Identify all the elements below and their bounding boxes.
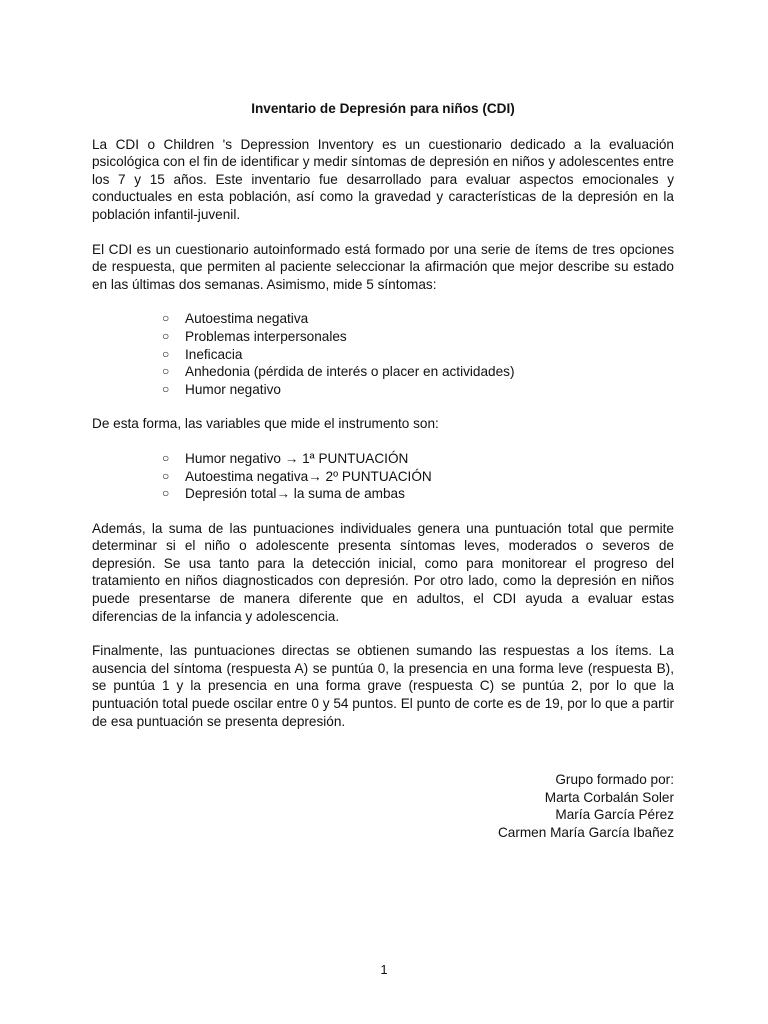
symptom-text: Autoestima negativa xyxy=(185,311,309,327)
symptom-text: Anhedonia (pérdida de interés o placer en actividades) xyxy=(185,364,515,380)
list-item xyxy=(162,328,674,346)
paragraph-description: El CDI es un cuestionario autoinformado está formado por una serie de ítems de tres opciones de respuesta, que permiten al paciente seleccionar la afirmación que mejor describe su estado en las últimas dos semanas. Asimismo, mide 5 síntomas: xyxy=(92,241,674,292)
symptom-text: Problemas interpersonales xyxy=(185,328,347,344)
paragraph-variables-intro: De esta forma, las variables que mide el instrumento son: xyxy=(92,416,439,432)
symptoms-list xyxy=(92,310,674,398)
list-item xyxy=(162,310,674,328)
document-body xyxy=(92,100,674,747)
page-number: 1 xyxy=(380,962,388,977)
signature-heading: Grupo formado por: xyxy=(555,772,674,787)
list-item xyxy=(162,381,674,399)
list-item xyxy=(162,485,674,503)
circle-bullet-icon: ○ xyxy=(162,486,170,501)
signature-member: María García Pérez xyxy=(555,807,674,822)
circle-bullet-icon: ○ xyxy=(162,364,170,379)
variable-text: Humor negativo → 1ª PUNTUACIÓN xyxy=(185,450,409,466)
variable-text: Depresión total→ la suma de ambas xyxy=(185,486,405,502)
paragraph-intro: La CDI o Children 's Depression Inventory es un cuestionario dedicado a la evaluación psicológica con el fin de identificar y medir síntomas de depresión en niños y adolescentes entre los 7 y 15 años. Este inventario fue desarrollado para evaluar aspectos emocionales y conductuales en esta población, así como la gravedad y características de la depresión en la población infantil-juvenil. xyxy=(92,136,674,222)
circle-bullet-icon: ○ xyxy=(162,311,170,326)
list-item xyxy=(162,450,674,468)
circle-bullet-icon: ○ xyxy=(162,381,170,396)
variable-text: Autoestima negativa→ 2º PUNTUACIÓN xyxy=(185,468,432,484)
circle-bullet-icon: ○ xyxy=(162,346,170,361)
signature-block xyxy=(498,771,674,841)
document-title: Inventario de Depresión para niños (CDI) xyxy=(251,101,515,116)
circle-bullet-icon: ○ xyxy=(162,468,170,483)
signature-member: Carmen María García Ibañez xyxy=(497,824,674,840)
list-item xyxy=(162,468,674,486)
list-item xyxy=(162,363,674,381)
paragraph-conclusion: Finalmente, las puntuaciones directas se obtienen sumando las respuestas a los ítems. La ausencia del síntoma (respuesta A) se puntúa 0, la presencia en una forma leve (respuesta B), se puntúa 1 y la presencia en una forma grave (respuesta C) se puntúa 2, por lo que la puntuación total puede oscilar entre 0 y 54 puntos. El punto de corte es de 19, por lo que a partir de esa puntuación se presenta depresión. xyxy=(92,643,674,729)
signature-member: Marta Corbalán Soler xyxy=(544,789,674,805)
symptom-text: Ineficacia xyxy=(185,346,243,362)
list-item xyxy=(162,346,674,364)
circle-bullet-icon: ○ xyxy=(162,450,170,465)
symptom-text: Humor negativo xyxy=(185,381,281,397)
paragraph-scoring: Además, la suma de las puntuaciones individuales genera una puntuación total que permite determinar si el niño o adolescente presenta síntomas leves, moderados o severos de depresión. Se usa tanto para la detección inicial, como para monitorear el progreso del tratamiento en niños diagnosticados con depresión. Por otro lado, como la depresión en niños puede presentarse de manera diferente que en adultos, el CDI ayuda a evaluar estas diferencias de la infancia y adolescencia. xyxy=(92,520,674,624)
variables-list xyxy=(92,450,674,503)
circle-bullet-icon: ○ xyxy=(162,328,170,343)
